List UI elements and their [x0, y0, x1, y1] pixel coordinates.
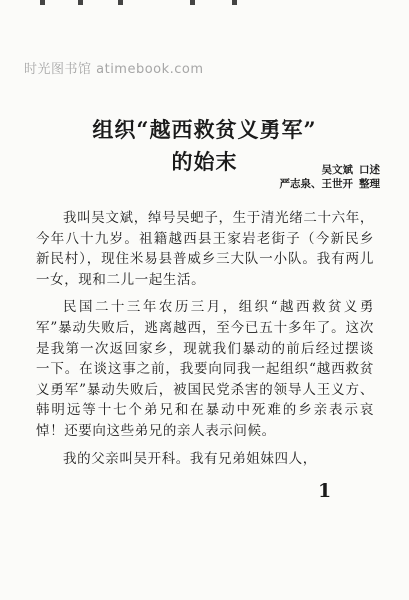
- recorder-credit: [200, 177, 380, 191]
- page-number: 1: [318, 480, 332, 502]
- scan-mark: [78, 0, 83, 5]
- narrator-credit: [200, 163, 380, 177]
- paragraph: 我的父亲叫吴开科。我有兄弟姐妹四人，: [63, 450, 317, 467]
- site-watermark: 时光图书馆 atimebook.com: [24, 62, 204, 77]
- scan-mark: [190, 0, 195, 5]
- paragraph: 我叫吴文斌，绰号吴蚆子，生于清光绪二十六年，今年八十九岁。祖籍越西县王家岩老街子（今新民乡新民村），现住米易县普威乡三大队一小队。我有两儿一女，现和二儿一起生活。: [36, 210, 374, 288]
- author-credits: [200, 163, 380, 191]
- title-line-2: 的始末: [171, 149, 238, 175]
- recorder-role: 整理: [359, 178, 380, 190]
- narrator-role: 口述: [359, 164, 380, 176]
- paragraph: 民国二十三年农历三月，组织“越西救贫义勇军”暴动失败后，逃离越西，至今已五十多年了。这次是我第一次返回家乡，现就我们暴动的前后经过摆谈一下。在谈这事之前，我要向同我一起组织“越西救贫义勇军”暴动失败后，被国民党杀害的领导人王义方、韩明远等十七个弟兄和在暴动中死难的乡亲表示哀悼！还要向这些弟兄的亲人表示问候。: [36, 299, 374, 439]
- scan-mark: [40, 0, 45, 5]
- scan-mark: [118, 0, 123, 5]
- narrator-name: 吴文斌: [321, 164, 353, 176]
- article-body: [36, 208, 374, 476]
- scan-mark: [232, 0, 237, 5]
- recorder-names: 严志泉、王世开: [279, 178, 353, 190]
- title-line-1: 组织“越西救贫义勇军”: [92, 117, 317, 143]
- scan-edge-marks: [0, 0, 409, 10]
